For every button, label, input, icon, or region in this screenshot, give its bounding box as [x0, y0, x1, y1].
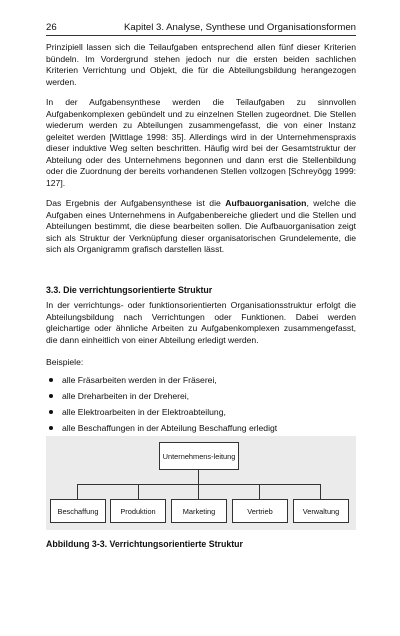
list-item-text: alle Elektroarbeiten in der Elektroabteilung, [62, 407, 226, 417]
bullet-icon [49, 410, 53, 414]
example-list [46, 372, 356, 436]
connector-line [138, 484, 139, 499]
section-heading: 3.3. Die verrichtungsorientierte Struktur [46, 285, 213, 295]
list-item [46, 420, 356, 436]
list-item [46, 388, 356, 404]
chapter-title: Kapitel 3. Analyse, Synthese und Organisationsformen [124, 22, 356, 33]
org-chart-figure [46, 436, 356, 530]
paragraph-text: , welche die Aufgaben eines Unternehmens in Aufgabenbereiche gliedert und die Stellen und Abteilungen bestimmt, die diese bearbeiten sollen. Die Aufbauorganisation zeigt sich als Struktur der Verknüpfung dieser organisatorischen Grundelemente, die sich als Organigramm grafisch darstellen lässt. [46, 198, 356, 254]
page-number: 26 [46, 22, 57, 33]
list-item [46, 404, 356, 420]
connector-line [77, 484, 78, 499]
bold-term: Aufbauorganisation [225, 198, 307, 208]
figure-caption: Abbildung 3-3. Verrichtungsorientierte Struktur [46, 539, 243, 549]
org-box-beschaffung: Beschaffung [50, 499, 106, 523]
org-box-produktion: Produktion [110, 499, 166, 523]
connector-line [259, 484, 260, 499]
bullet-icon [49, 426, 53, 430]
list-item-text: alle Fräsarbeiten werden in der Fräserei, [62, 375, 217, 385]
org-box-marketing: Marketing [171, 499, 227, 523]
list-item-text: alle Dreharbeiten in der Dreherei, [62, 391, 190, 401]
list-item [46, 372, 356, 388]
org-box-leitung: Unternehmens-leitung [159, 442, 239, 470]
list-item-text: alle Beschaffungen in der Abteilung Beschaffung erledigt [62, 423, 278, 433]
paragraph-aufbauorganisation [46, 198, 356, 256]
bullet-icon [49, 394, 53, 398]
paragraph-verrichtung: In der verrichtungs- oder funktionsorientierten Organisationsstruktur erfolgt die Abteilungsbildung nach Verrichtungen oder Funktionen. Dabei werden gleichartige oder ähnliche Arbeiten zu Aufgabenkomplexen zusammengefasst, die dann einheitlich von einer Abteilung erledigt werden. [46, 300, 356, 345]
org-box-verwaltung: Verwaltung [293, 499, 349, 523]
paragraph-text: Das Ergebnis der Aufgabensynthese ist die [46, 198, 226, 208]
bullet-icon [49, 378, 53, 382]
connector-line [198, 484, 199, 499]
examples-label: Beispiele: [46, 357, 84, 367]
connector-line [198, 470, 199, 484]
org-box-vertrieb: Vertrieb [232, 499, 288, 523]
connector-line [320, 484, 321, 499]
running-header [46, 22, 356, 36]
paragraph-criteria: Prinzipiell lassen sich die Teilaufgaben entsprechend allen fünf dieser Kriterien bündeln. Im Vordergrund stehen jedoch nur die ersten beiden sachlichen Kriterien Verrichtung und Objekt, die für die Abteilungsbildung herangezogen werden. [46, 42, 356, 87]
paragraph-aufgabensynthese: In der Aufgabensynthese werden die Teilaufgaben zu sinnvollen Aufgabenkomplexen gebündelt und zu einzelnen Stellen zugeordnet. Die Stellen wiederum werden zu Abteilungen zusammengefasst, die von einer Instanz geleitet werden [Wittlage 1998: 35]. Allerdings wird in der Unternehmenspraxis dieser induktive Weg selten beschritten. Häufig wird bei der Gesamtstruktur der Abteilung oder des Unternehmens begonnen und dann erst die Stellenbildung oder die Zuordnung der bereits vorhandenen Stellen vollzogen [Schreyögg 1999: 127]. [46, 97, 356, 188]
